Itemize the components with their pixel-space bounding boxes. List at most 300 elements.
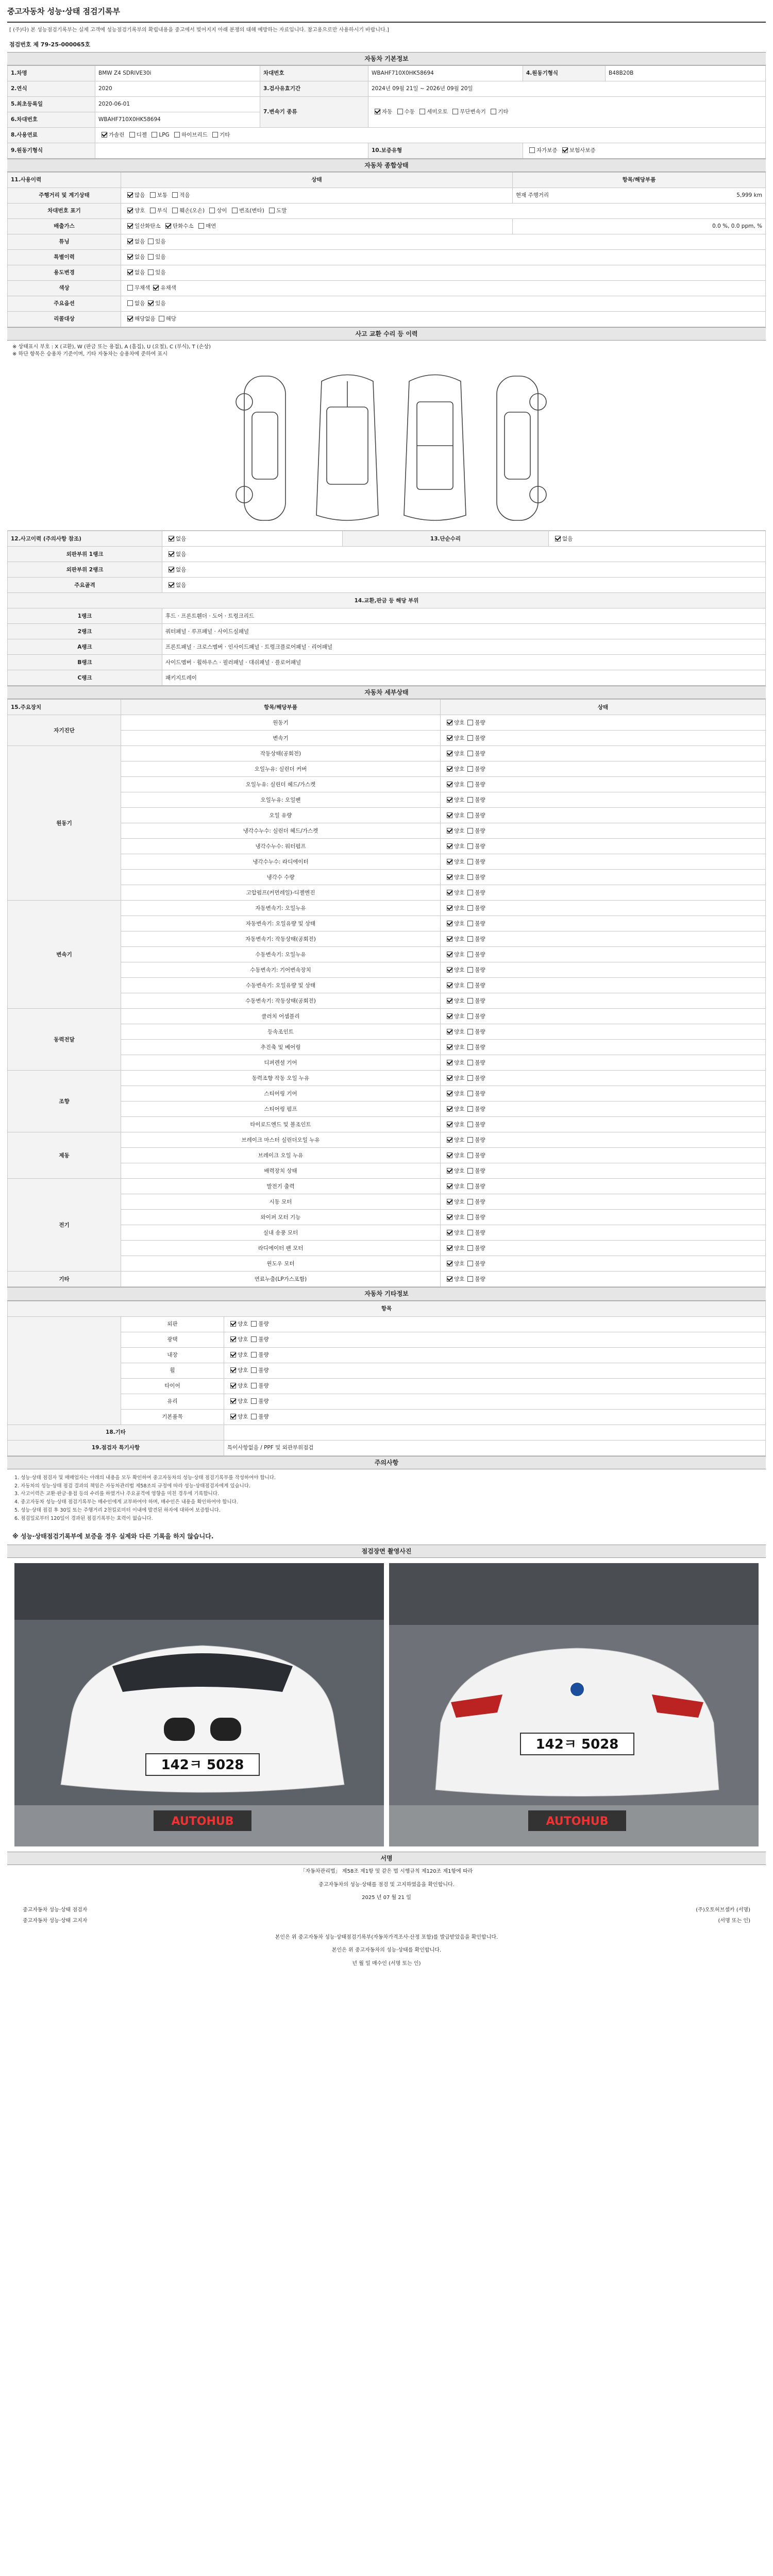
detail-table: [7, 699, 766, 1287]
accident-label: 12.사고이력 (주의사항 참조): [8, 531, 162, 547]
detail-group: 변속기: [8, 901, 121, 1009]
checkbox[interactable]: [467, 1214, 473, 1220]
detail-row: [8, 1024, 766, 1040]
checkbox[interactable]: [447, 1230, 452, 1235]
status-cell: [441, 1225, 766, 1241]
detail-row: [8, 792, 766, 808]
checkbox[interactable]: [152, 132, 157, 138]
detail-item: 클러치 어셈블리: [121, 1009, 441, 1024]
other-item: 휠: [121, 1363, 224, 1378]
checkbox[interactable]: [251, 1414, 257, 1419]
checkbox[interactable]: [230, 1398, 236, 1404]
status-cell: [224, 1347, 766, 1363]
checkbox[interactable]: [447, 1168, 452, 1174]
detail-item: 수동변속기: 작동상태(공회전): [121, 993, 441, 1009]
detail-row: [8, 1210, 766, 1225]
detail-row: [8, 1132, 766, 1148]
transmission-options: 자동 수동 세미오토 무단변속기 기타: [368, 96, 766, 127]
checkbox[interactable]: [251, 1321, 257, 1327]
autohub-sign: AUTOHUB: [171, 1815, 234, 1828]
detail-row: [8, 854, 766, 870]
basic-label: 4.원동기형식: [523, 65, 606, 81]
detail-group: 동력전달: [8, 1009, 121, 1071]
checkbox[interactable]: [491, 109, 496, 114]
other-item: 외판: [121, 1316, 224, 1332]
receipt-sign: 년 월 일 매수인 (서명 또는 인): [352, 1960, 421, 1967]
status-cell: [224, 1316, 766, 1332]
status-cell: [441, 885, 766, 901]
status-option: 양호: [454, 827, 465, 834]
status-cell: [441, 1210, 766, 1225]
checkbox[interactable]: [467, 952, 473, 957]
status-cell: [441, 1101, 766, 1117]
checkbox[interactable]: [467, 905, 473, 911]
status-option: 불량: [475, 1260, 485, 1267]
checkbox[interactable]: [148, 254, 154, 260]
status-option: 양호: [238, 1367, 248, 1374]
checkbox[interactable]: [467, 812, 473, 818]
checkbox[interactable]: [447, 782, 452, 787]
checkbox[interactable]: [447, 1122, 452, 1127]
checkbox[interactable]: [165, 223, 171, 229]
checkbox[interactable]: [447, 998, 452, 1004]
checkbox[interactable]: [148, 239, 154, 244]
checkbox[interactable]: [447, 890, 452, 895]
other-row: [8, 1347, 766, 1363]
checkbox[interactable]: [467, 1122, 473, 1127]
status-option: 불량: [475, 874, 485, 880]
checkbox[interactable]: [169, 582, 174, 588]
checkbox[interactable]: [127, 208, 133, 213]
checkbox[interactable]: [562, 147, 568, 153]
fuel-options: 가솔린 디젤 LPG 하이브리드 기타: [95, 127, 766, 143]
status-option: 양호: [238, 1382, 248, 1389]
status-option: 양호: [454, 858, 465, 865]
status-option: 불량: [475, 997, 485, 1004]
checkbox[interactable]: [467, 751, 473, 756]
checkbox[interactable]: [153, 285, 159, 291]
detail-head: 상태: [441, 700, 766, 715]
checkbox[interactable]: [251, 1336, 257, 1342]
other-item: 내장: [121, 1347, 224, 1363]
checkbox[interactable]: [148, 269, 154, 275]
checkbox[interactable]: [467, 998, 473, 1004]
checkbox[interactable]: [212, 132, 218, 138]
status-option: 양호: [454, 1167, 465, 1174]
checkbox[interactable]: [169, 536, 174, 541]
status-option: 양호: [238, 1351, 248, 1358]
detail-item: 수동변속기: 오일누유: [121, 947, 441, 962]
detail-row: [8, 1101, 766, 1117]
status-option: 불량: [475, 967, 485, 973]
checkbox[interactable]: [467, 828, 473, 834]
status-option: 불량: [258, 1320, 269, 1327]
accident-table: 12.사고이력 (주의사항 참조) 없음 13.단순수리 없음 외판부위 1랭크 없음 외판부위 2랭크 없음 주요골격 없음 14.교환,판금 등 해당 부위 1랭크 후드 · 프론트휀더 · 도어 · 트렁크리드 2랭크 쿼터패널 · 루프패널 · 사이드실패널 A랭크 프론트패널 · 크로스멤버 · 인사이드패널 · 트렁크플로어패널 · 리어패널 B랭크 사이드멤버 · 휠하우스 · 필러패널 · 대쉬패널 · 플로어패널 C랭크 패키지트레이: [7, 531, 766, 686]
checkbox[interactable]: [467, 1199, 473, 1205]
basic-value: 2024년 09월 21일 ~ 2026년 09월 20일: [368, 81, 766, 96]
checkbox[interactable]: [230, 1321, 236, 1327]
status-option: 불량: [258, 1336, 269, 1343]
detail-row: [8, 947, 766, 962]
checkbox[interactable]: [447, 1183, 452, 1189]
overall-table: 11.사용이력 상태 항목/해당부품 주행거리 및 계기상태 많음 보통 적음 현재 주행거리 5,999 km 차대번호 표기 양호 부식 훼손(오손) 상이 변조(변타) 도말 배출가스 일산화탄소 탄화수소 매연 0.0 %, 0.0 ppm, % 튜닝 없음 있음 특별이력 없음 있음 용도변경 없음 있음 색상 무채색 유채색 주요옵션 없음 있음 리콜대상 해당없음 해당: [7, 172, 766, 327]
detail-row: [8, 978, 766, 993]
other-extra-row: [8, 1425, 766, 1440]
legend-text: ※ 상태표시 부호 : X (교환), W (판금 또는 용접), A (흠집), U (요철), C (부식), T (손상): [12, 344, 211, 350]
checkbox[interactable]: [447, 1060, 452, 1065]
detail-row: [8, 839, 766, 854]
warranty-options: 자가보증 보험사보증: [523, 143, 766, 158]
basic-value: WBAHF710X0HK58694: [95, 112, 260, 127]
status-cell: [441, 962, 766, 978]
status-cell: [441, 1040, 766, 1055]
checkbox[interactable]: [447, 874, 452, 880]
checkbox[interactable]: [467, 1106, 473, 1112]
checkbox[interactable]: [447, 720, 452, 725]
status-option: 불량: [475, 735, 485, 741]
checkbox[interactable]: [529, 147, 535, 153]
detail-item: 배력장치 상태: [121, 1163, 441, 1179]
detail-group: 전기: [8, 1179, 121, 1272]
status-option: 양호: [454, 920, 465, 927]
status-option: 양호: [454, 1044, 465, 1050]
status-option: 양호: [454, 1276, 465, 1282]
status-option: 불량: [258, 1367, 269, 1374]
checkbox[interactable]: [467, 921, 473, 926]
basic-label: 8.사용연료: [8, 127, 95, 143]
detail-group: 제동: [8, 1132, 121, 1179]
inspector-sign: (주)오토허브셀카 (서명): [696, 1907, 750, 1913]
checkbox[interactable]: [447, 1199, 452, 1205]
checkbox[interactable]: [447, 936, 452, 942]
status-option: 양호: [454, 796, 465, 803]
checkbox[interactable]: [447, 828, 452, 834]
status-cell: [441, 1256, 766, 1272]
checkbox[interactable]: [467, 982, 473, 988]
checkbox[interactable]: [467, 843, 473, 849]
status-cell: [441, 901, 766, 916]
checkbox[interactable]: [467, 1075, 473, 1081]
basic-value: 2020-06-01: [95, 96, 260, 112]
checkbox[interactable]: [209, 208, 215, 213]
other-item: 기본품목: [121, 1409, 224, 1425]
checkbox[interactable]: [467, 874, 473, 880]
detail-row: [8, 885, 766, 901]
checkbox[interactable]: [447, 751, 452, 756]
checkbox[interactable]: [447, 812, 452, 818]
detail-head: 15.주요장치: [8, 700, 121, 715]
status-option: 불량: [475, 920, 485, 927]
checkbox[interactable]: [467, 1183, 473, 1189]
checkbox[interactable]: [447, 1153, 452, 1158]
basic-value: [95, 143, 368, 158]
checkbox[interactable]: [102, 132, 107, 138]
checkbox[interactable]: [251, 1383, 257, 1388]
detail-row: [8, 1148, 766, 1163]
checkbox[interactable]: [447, 1029, 452, 1035]
checkbox[interactable]: [447, 982, 452, 988]
status-option: 불량: [475, 719, 485, 726]
other-row: [8, 1394, 766, 1409]
other-group: [8, 1316, 121, 1425]
checkbox[interactable]: [169, 567, 174, 572]
checkbox[interactable]: [127, 285, 133, 291]
photo-strip: [7, 1558, 766, 1852]
detail-row: [8, 901, 766, 916]
checkbox[interactable]: [447, 1276, 452, 1282]
checkbox[interactable]: [467, 1153, 473, 1158]
overall-label: 용도변경: [8, 265, 121, 280]
status-option: 불량: [258, 1413, 269, 1420]
checkbox[interactable]: [397, 109, 403, 114]
caution-item: 4. 중고자동차 성능·상태 점검기록부는 매수인에게 교부하여야 하며, 매수인은 내용을 확인하여야 합니다.: [14, 1499, 238, 1505]
status-option: 양호: [454, 1183, 465, 1190]
checkbox[interactable]: [419, 109, 425, 114]
status-option: 양호: [454, 905, 465, 911]
license-plate: 142ㅋ 5028: [535, 1736, 619, 1752]
checkbox[interactable]: [251, 1352, 257, 1358]
checkbox[interactable]: [467, 1137, 473, 1143]
other-item: 타이어: [121, 1378, 224, 1394]
status-option: 양호: [454, 936, 465, 942]
status-option: 불량: [258, 1398, 269, 1404]
status-option: 불량: [475, 1214, 485, 1221]
checkbox[interactable]: [467, 1044, 473, 1050]
status-option: 불량: [475, 905, 485, 911]
checkbox[interactable]: [150, 208, 156, 213]
basic-value: BMW Z4 SDRIVE30i: [95, 65, 260, 81]
checkbox[interactable]: [230, 1383, 236, 1388]
notifier-sign: (서명 또는 인): [718, 1918, 750, 1924]
checkbox[interactable]: [251, 1367, 257, 1373]
status-option: 불량: [475, 1059, 485, 1066]
checkbox[interactable]: [127, 239, 133, 244]
detail-item: 시동 모터: [121, 1194, 441, 1210]
detail-item: 오일누유: 오일팬: [121, 792, 441, 808]
checkbox[interactable]: [127, 269, 133, 275]
checkbox[interactable]: [230, 1336, 236, 1342]
status-cell: [441, 1132, 766, 1148]
detail-item: 냉각수누수: 워터펌프: [121, 839, 441, 854]
checkbox[interactable]: [375, 109, 380, 114]
status-option: 불량: [475, 936, 485, 942]
accident-label: 외판부위 2랭크: [8, 562, 162, 578]
checkbox[interactable]: [198, 223, 204, 229]
accident-label: 외판부위 1랭크: [8, 547, 162, 562]
status-cell: [441, 870, 766, 885]
status-cell: [441, 777, 766, 792]
checkbox[interactable]: [467, 1230, 473, 1235]
section-basic-title: 자동차 기본정보: [7, 52, 766, 65]
checkbox[interactable]: [447, 1013, 452, 1019]
status-cell: [441, 1179, 766, 1194]
status-option: 양호: [454, 843, 465, 850]
checkbox[interactable]: [447, 1091, 452, 1096]
notice-text: [ (주)다) 본 성능점검기록부는 실제 고객에 성능점검기록부의 확립내용을 중고에서 빚어지지 아래 분쟁의 대해 예방하는 자료입니다. 참고용으로만 사용하시기 바랍니다.]: [9, 27, 389, 33]
other-row: [8, 1363, 766, 1378]
detail-item: 냉각수 수량: [121, 870, 441, 885]
checkbox[interactable]: [447, 1075, 452, 1081]
detail-row: [8, 1272, 766, 1287]
checkbox[interactable]: [150, 192, 156, 198]
checkbox[interactable]: [148, 300, 154, 306]
status-option: 양호: [454, 1245, 465, 1251]
status-option: 불량: [475, 889, 485, 896]
checkbox[interactable]: [172, 208, 178, 213]
checkbox[interactable]: [467, 1013, 473, 1019]
checkbox[interactable]: [452, 109, 458, 114]
detail-item: 원동기: [121, 715, 441, 731]
checkbox[interactable]: [251, 1398, 257, 1404]
status-option: 양호: [454, 1260, 465, 1267]
checkbox[interactable]: [169, 551, 174, 557]
status-cell: [441, 1071, 766, 1086]
detail-item: 추진축 및 베어링: [121, 1040, 441, 1055]
checkbox[interactable]: [230, 1367, 236, 1373]
overall-head: 11.사용이력: [8, 172, 121, 188]
detail-row: [8, 731, 766, 746]
status-cell: [441, 1148, 766, 1163]
checkbox[interactable]: [467, 782, 473, 787]
checkbox[interactable]: [127, 223, 133, 229]
status-option: 양호: [454, 735, 465, 741]
status-option: 양호: [238, 1398, 248, 1404]
detail-row: [8, 993, 766, 1009]
checkbox[interactable]: [127, 316, 133, 321]
receipt-text: 본인은 위 중고자동차 성능·상태점검기록부(자동차가격조사·산정 포함)를 발급받았음을 확인합니다.: [275, 1934, 498, 1940]
checkbox[interactable]: [447, 1044, 452, 1050]
checkbox[interactable]: [447, 952, 452, 957]
detail-item: 타이로드엔드 및 볼조인트: [121, 1117, 441, 1132]
detail-item: 오일 유량: [121, 808, 441, 823]
status-cell: [441, 715, 766, 731]
accident-label: 주요골격: [8, 578, 162, 593]
status-option: 양호: [454, 997, 465, 1004]
checkbox[interactable]: [467, 936, 473, 942]
checkbox[interactable]: [447, 1261, 452, 1266]
caution-item: 5. 성능·상태 점검 후 30일 또는 주행거리 2천킬로미터 이내에 발견된 하자에 대하여 보증합니다.: [14, 1507, 221, 1513]
checkbox[interactable]: [447, 921, 452, 926]
checkbox[interactable]: [174, 132, 180, 138]
checkbox[interactable]: [467, 720, 473, 725]
checkbox[interactable]: [467, 1168, 473, 1174]
checkbox[interactable]: [555, 536, 561, 541]
overall-label: 특별이력: [8, 249, 121, 265]
status-option: 양호: [454, 1059, 465, 1066]
checkbox[interactable]: [447, 859, 452, 865]
checkbox[interactable]: [230, 1352, 236, 1358]
status-cell: [441, 1024, 766, 1040]
status-cell: [441, 761, 766, 777]
checkbox[interactable]: [447, 1245, 452, 1251]
status-option: 양호: [454, 1152, 465, 1159]
signature-text: 중고자동차의 성능·상태를 점검 및 고지하였음을 확인합니다.: [318, 1882, 455, 1888]
detail-item: 동력조향 작동 오일 누유: [121, 1071, 441, 1086]
checkbox[interactable]: [447, 967, 452, 973]
checkbox[interactable]: [467, 1261, 473, 1266]
status-option: 불량: [475, 750, 485, 757]
detail-row: [8, 1040, 766, 1055]
overall-head: 상태: [121, 172, 513, 188]
status-cell: [441, 792, 766, 808]
checkbox[interactable]: [467, 859, 473, 865]
detail-item: 수동변속기: 기어변속장치: [121, 962, 441, 978]
detail-item: 와이퍼 모터 기능: [121, 1210, 441, 1225]
checkbox[interactable]: [467, 1060, 473, 1065]
other-extra-value: 특이사항없음 / PPF 및 외관부위점검: [224, 1440, 766, 1455]
checkbox[interactable]: [467, 967, 473, 973]
detail-row: [8, 1071, 766, 1086]
status-option: 양호: [454, 1137, 465, 1143]
status-cell: [441, 1117, 766, 1132]
status-option: 양호: [454, 812, 465, 819]
status-option: 양호: [454, 766, 465, 772]
basic-label: 10.보증유형: [368, 143, 523, 158]
checkbox[interactable]: [127, 192, 133, 198]
checkbox[interactable]: [447, 843, 452, 849]
status-option: 양호: [454, 1198, 465, 1205]
status-option: 불량: [475, 1137, 485, 1143]
checkbox[interactable]: [447, 1137, 452, 1143]
checkbox[interactable]: [467, 1245, 473, 1251]
checkbox[interactable]: [172, 192, 178, 198]
checkbox[interactable]: [127, 300, 133, 306]
checkbox[interactable]: [447, 905, 452, 911]
other-row: [8, 1332, 766, 1347]
checkbox[interactable]: [232, 208, 238, 213]
status-cell: [441, 854, 766, 870]
detail-item: 디퍼렌셜 기어: [121, 1055, 441, 1071]
other-extra-label: 19.점검자 특기사항: [8, 1440, 224, 1455]
status-cell: [441, 808, 766, 823]
checkbox[interactable]: [447, 1214, 452, 1220]
checkbox[interactable]: [467, 1276, 473, 1282]
status-option: 불량: [475, 781, 485, 788]
checkbox[interactable]: [447, 766, 452, 772]
overall-label: 주행거리 및 계기상태: [8, 188, 121, 203]
status-option: 불량: [475, 1276, 485, 1282]
detail-item: 변속기: [121, 731, 441, 746]
checkbox[interactable]: [467, 797, 473, 803]
detail-row: [8, 761, 766, 777]
detail-row: [8, 715, 766, 731]
detail-row: [8, 1194, 766, 1210]
checkbox[interactable]: [447, 735, 452, 741]
checkbox[interactable]: [159, 316, 164, 321]
status-option: 불량: [475, 1028, 485, 1035]
caution-warning: ※ 성능·상태점검기록부에 보증을 경우 실제와 다른 기록을 하지 않습니다.: [12, 1532, 214, 1540]
checkbox[interactable]: [467, 766, 473, 772]
checkbox[interactable]: [467, 1029, 473, 1035]
detail-item: 브레이크 오일 누유: [121, 1148, 441, 1163]
status-option: 불량: [475, 1090, 485, 1097]
detail-item: 수동변속기: 오일유량 및 상태: [121, 978, 441, 993]
checkbox[interactable]: [127, 254, 133, 260]
checkbox[interactable]: [447, 797, 452, 803]
basic-label: 9.원동기형식: [8, 143, 95, 158]
checkbox[interactable]: [467, 890, 473, 895]
checkbox[interactable]: [269, 208, 275, 213]
checkbox[interactable]: [129, 132, 135, 138]
status-cell: [441, 947, 766, 962]
checkbox[interactable]: [447, 1106, 452, 1112]
detail-row: [8, 1086, 766, 1101]
checkbox[interactable]: [467, 1091, 473, 1096]
checkbox[interactable]: [467, 735, 473, 741]
detail-item: 고압펌프(커먼레일)-디젤엔진: [121, 885, 441, 901]
checkbox[interactable]: [230, 1414, 236, 1419]
status-option: 양호: [238, 1336, 248, 1343]
